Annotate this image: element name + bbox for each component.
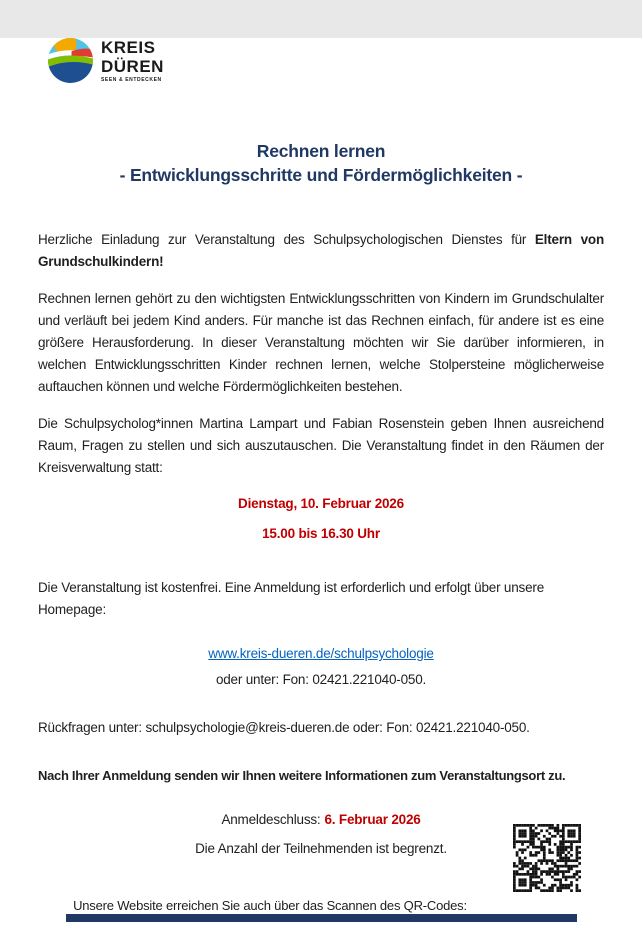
kreis-dueren-logo-icon	[48, 38, 93, 83]
event-time: 15.00 bis 16.30 Uhr	[262, 526, 380, 541]
speakers-paragraph: Die Schulpsycholog*innen Martina Lampart und Fabian Rosenstein geben Ihnen ausreichend Raum, Fragen zu stellen und sich auszutauschen. Die Veranstaltung findet in den Räumen der Kreisverwaltung statt:	[38, 416, 604, 475]
participant-limit-line: Die Anzahl der Teilnehmenden ist begrenzt.	[195, 841, 447, 856]
logo-word-dueren: DÜREN	[101, 56, 164, 76]
logo-tagline: SEEN & ENTDECKEN	[101, 76, 162, 83]
kreis-dueren-logo	[48, 38, 642, 83]
title-line-2: - Entwicklungsschritte und Fördermöglichkeiten -	[119, 165, 523, 185]
qr-code	[513, 824, 581, 892]
intro-paragraph	[38, 229, 604, 273]
confirmation-note: Nach Ihrer Anmeldung senden wir Ihnen weitere Informationen zum Veranstaltungsort zu.	[38, 768, 566, 783]
deadline-date: 6. Februar 2026	[324, 812, 421, 827]
qr-hint-text: Unsere Website erreichen Sie auch über das Scannen des QR-Codes:	[73, 898, 467, 913]
bottom-accent-bar	[66, 914, 577, 922]
page-title	[0, 139, 642, 187]
flyer-page	[0, 38, 642, 926]
title-line-1: Rechnen lernen	[256, 141, 386, 161]
description-paragraph: Rechnen lernen gehört zu den wichtigsten Entwicklungsschritten von Kindern im Grundschulalter und verläuft bei jedem Kind anders. Für manche ist das Rechnen einfach, für andere ist es eine größere Herausforderung. In dieser Veranstaltung möchten wir Sie darüber informieren, in welchen Entwicklungsschritten Kinder rechnen lernen, welche Stolpersteine möglicherweise auftauchen können und welche Fördermöglichkeiten bestehen.	[38, 291, 604, 394]
deadline-label: Anmeldeschluss:	[221, 812, 321, 827]
logo-wordmark	[101, 39, 164, 83]
contact-line: Rückfragen unter: schulpsychologie@kreis-dueren.de oder: Fon: 02421.221040-050.	[38, 720, 530, 735]
event-date: Dienstag, 10. Februar 2026	[238, 496, 404, 511]
intro-audience-bold: Eltern von Grundschulkindern!	[38, 232, 604, 269]
registration-link-line	[0, 646, 642, 661]
logo-word-kreis: KREIS	[101, 37, 156, 57]
intro-text: Herzliche Einladung zur Veranstaltung des Schulpsychologischen Dienstes für	[38, 232, 535, 247]
registration-phone-line: oder unter: Fon: 02421.221040-050.	[215, 672, 427, 687]
registration-link[interactable]: www.kreis-dueren.de/schulpsychologie	[208, 646, 434, 661]
registration-paragraph: Die Veranstaltung ist kostenfrei. Eine Anmeldung ist erforderlich und erfolgt über unsere Homepage:	[38, 580, 544, 617]
